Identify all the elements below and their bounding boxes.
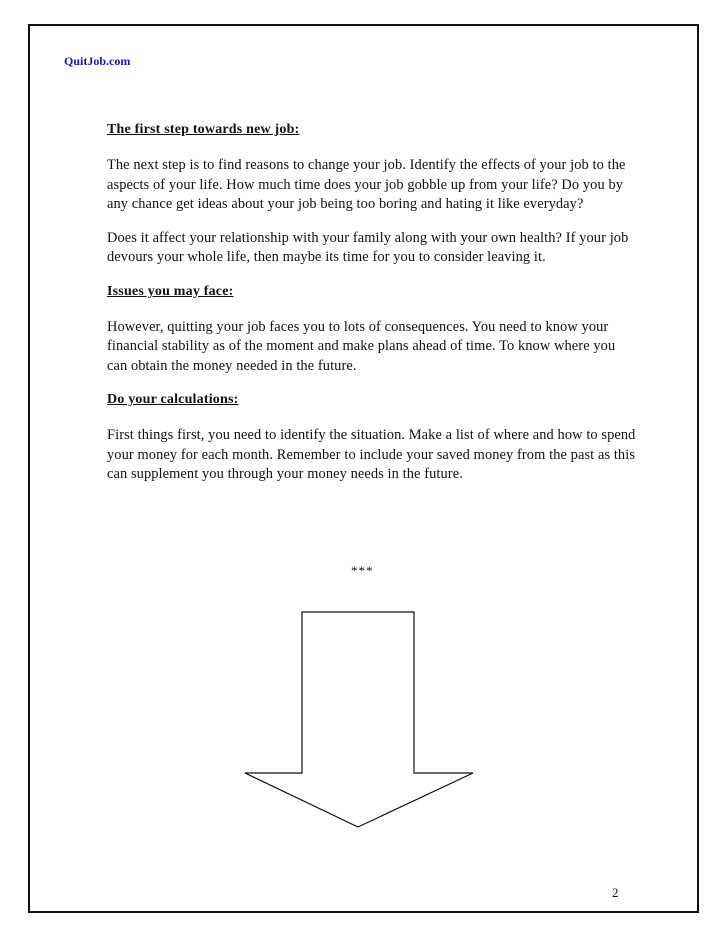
page-number: 2 [612,885,619,900]
section-first-step [107,120,637,268]
document-body [107,120,637,499]
site-link[interactable]: QuitJob.com [64,54,131,68]
section-calculations [107,390,637,485]
paragraph: The next step is to find reasons to change your job. Identify the effects of your job to the aspects of your life. How much time does your job gobble up from your life? Do you by any chance get ideas about your job being too boring and hating it like everyday? [107,157,626,212]
section-heading: Issues you may face: [107,283,234,299]
section-issues [107,282,637,377]
section-heading: Do your calculations: [107,392,239,407]
down-arrow-icon [240,605,480,835]
separator-stars: *** [351,563,374,578]
paragraph: Does it affect your relationship with your family along with your own health? If your job devours your whole life, then maybe its time for you to consider leaving it. [107,229,629,265]
section-heading: The first step towards new job: [107,122,300,137]
paragraph: First things first, you need to identify the situation. Make a list of where and how to spend your money for each month. Remember to include your saved money from the past as this can supplement you through your money needs in the future. [107,427,636,482]
paragraph: However, quitting your job faces you to lots of consequences. You need to know your financial stability as of the moment and make plans ahead of time. To know where you can obtain the money needed in the future. [107,318,616,374]
